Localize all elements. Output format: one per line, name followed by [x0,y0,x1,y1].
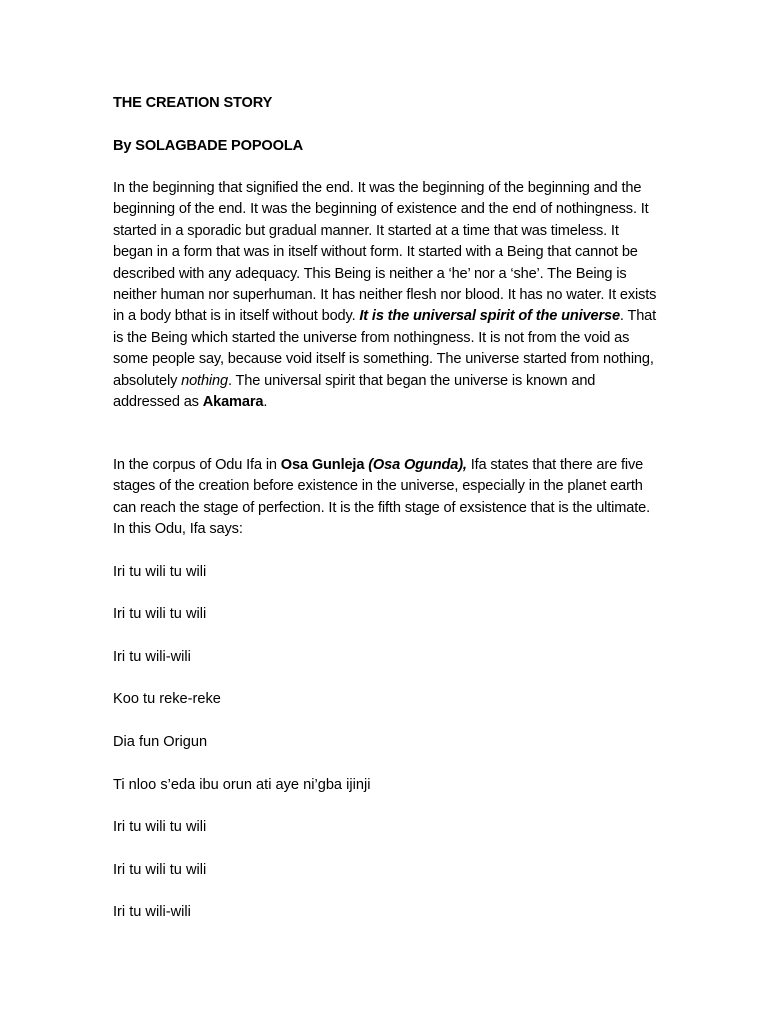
name-akamara: Akamara [202,394,264,411]
verse-line: Iri tu wili tu wili [113,564,207,580]
verse-line: Iri tu wili-wili [113,904,191,920]
paragraph-text: Ifa states that there are five stages of the creation before existence in the universe, especially in the planet earth can reach the stage of perfection. It is the fifth stage of exsistence that is the ultimate. In this Odu, Ifa says: [113,457,651,538]
paragraph-text: In the corpus of Odu Ifa in [113,457,281,473]
verse-line: Iri tu wili-wili [113,649,191,665]
paragraph-text: In the beginning that signified the end. It was the beginning of the beginning and the beginning of the end. It was the beginning of existence and the end of nothingness. It started in a sporadic but gradual manner. It started at a time that was timeless. It began in a form that was in itself without form. It started with a Being that cannot be described with any adequacy. This Being is neither a ‘he’ nor a ‘she’. The Being is neither human nor superhuman. It has neither flesh nor blood. It has no water. It exists in a body bthat is in itself without body. [113,180,657,325]
odu-alt-name: (Osa Ogunda), [368,457,467,473]
verse-line: Koo tu reke-reke [113,691,221,707]
italic-text: nothing [181,372,228,389]
paragraph-text: . That is the Being which started the universe from nothingness. It is not from the void as some people say, because void itself is something. The universe started from nothing, absolutely [113,308,657,389]
verse-line: Iri tu wili tu wili [113,606,207,622]
emphasis-text: It is the universal spirit of the universe [359,308,620,325]
paragraph-text: . [263,394,268,411]
odu-name: Osa Gunleja [280,457,365,473]
verse-line: Iri tu wili tu wili [113,819,207,835]
author-byline: By SOLAGBADE POPOOLA [113,138,303,154]
verse-line: Iri tu wili tu wili [113,862,207,878]
paragraph-text: . The universal spirit that began the universe is known and addressed as [113,372,596,411]
verse-line: Ti nloo s’eda ibu orun ati aye ni’gba ijinji [113,777,371,793]
verse-line: Dia fun Origun [113,734,208,750]
document-title: THE CREATION STORY [113,95,273,111]
paragraph-odu-ifa [113,455,661,541]
paragraph-creation [113,178,661,413]
